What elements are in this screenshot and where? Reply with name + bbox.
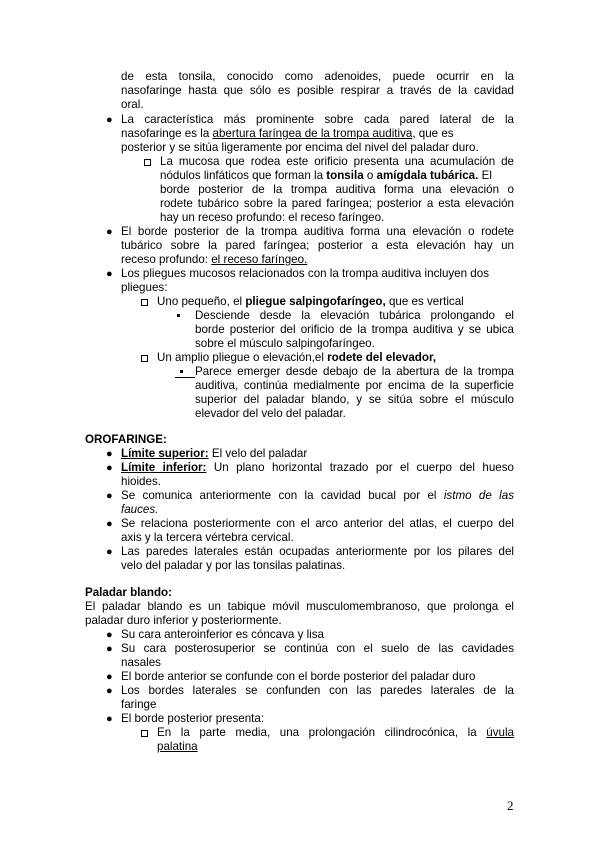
paragraph-line: rodete tubárico sobre la pared faríngea; posterior a esta elevación [160,197,514,210]
bullet-icon: ● [106,713,113,725]
paragraph-line: El borde posterior de la trompa auditiva forma una elevación o rodete [121,225,514,238]
paragraph-line [157,726,514,740]
paragraph-line: Se relaciona posteriormente con el arco anterior del atlas, el cuerpo del [121,517,514,530]
bold-term: amígdala tubárica. [376,169,479,182]
text-run: Se comunica anteriormente con la cavidad bucal por el [121,489,444,502]
underlined-term: úvula [486,726,514,739]
paragraph-line: Los bordes laterales se confunden con las paredes laterales de la [121,684,514,697]
bold-underlined-term: Límite superior: [121,447,209,460]
bullet-icon: ● [106,629,113,641]
paragraph-line [121,127,454,141]
paragraph-line: auditiva, continúa medialmente por encima de la superficie [195,379,514,392]
paragraph-line [160,169,492,183]
bullet-icon: ● [106,114,113,126]
paragraph-line: faringe [121,698,157,711]
paragraph-line [121,489,514,503]
text-run: Un amplio pliegue o elevación,el [157,351,328,364]
paragraph-line: nasofaringe hasta que sólo es posible respirar a través de la cavidad [121,84,514,97]
bullet-icon: ● [106,643,113,655]
underlined-term: abertura faríngea de la trompa auditiva [212,127,413,140]
paragraph-line: Su cara anteroinferior es cóncava y lisa [121,628,324,641]
italic-term: istmo de las [443,489,514,502]
square-bullet-icon [141,730,148,737]
paragraph-line: hioides. [121,475,161,488]
bullet-icon: ● [106,268,113,280]
bold-term: pliegue salpingofaríngeo, [245,295,386,308]
text-run: , que es [412,127,454,140]
bold-term: rodete del elevador, [327,351,437,364]
bullet-icon: ● [106,462,113,474]
bullet-icon: ● [106,671,113,683]
bullet-icon: ● [106,490,113,502]
paragraph-line: El borde anterior se confunde con el borde posterior del paladar duro [121,670,476,683]
paragraph-line: Desciende desde la elevación tubárica prolongando el [195,309,514,322]
paragraph-line: La característica más prominente sobre cada pared lateral de la [121,113,514,126]
paragraph-line [157,351,436,365]
text-run: receso profundo: [121,253,212,266]
paragraph-line: de esta tonsila, conocido como adenoides, puede ocurrir en la [121,70,514,83]
text-run: o [363,169,377,182]
bold-term: tonsila [326,169,364,182]
underlined-term: el receso faríngeo. [211,253,308,266]
paragraph-line: posterior y se sitúa ligeramente por encima del nivel del paladar duro. [121,141,479,154]
bullet-icon: ● [106,226,113,238]
paragraph-line: borde posterior de la trompa auditiva forma una elevación o [160,183,514,196]
page-number: 2 [507,798,514,813]
paragraph-line: La mucosa que rodea este orificio presenta una acumulación de [160,155,514,168]
bullet-icon: ● [106,448,113,460]
text-run: Uno pequeño, el [157,295,246,308]
square-bullet-icon [141,299,148,306]
text-run: En la parte media, una prolongación cilindrocónica, la [157,726,487,739]
paragraph-line: paladar duro inferior y posteriormente. [85,614,282,627]
paragraph-line: Su cara posterosuperior se continúa con el suelo de las cavidades [121,642,514,655]
section-heading: OROFARINGE: [85,433,167,446]
paragraph-line: El borde posterior presenta: [121,712,265,725]
paragraph-line: palatina [157,740,198,753]
paragraph-line: elevador del velo del paladar. [195,407,346,420]
text-run: El velo del paladar [208,447,308,460]
paragraph-line: oral. [121,98,144,111]
small-bullet-icon [177,314,180,317]
paragraph-line: hay un receso profundo: el receso faríngeo. [160,211,385,224]
bold-underlined-term: Límite inferior: [121,461,207,474]
text-run: Un plano horizontal trazado por el cuerpo del hueso [206,461,514,474]
paragraph-line: tubárico sobre la pared faríngea; posterior a esta elevación hay un [121,239,514,252]
paragraph-line: pliegues: [121,281,168,294]
text-run: El [478,169,492,182]
square-bullet-icon [141,355,148,362]
bullet-icon: ● [106,518,113,530]
paragraph-line: borde posterior del orificio de la trompa auditiva y se ubica [195,323,514,336]
paragraph-line: axis y la tercera vértebra cervical. [121,531,294,544]
paragraph-line: superior del paladar blando, y se sitúa sobre el músculo [195,393,514,406]
paragraph-line: El paladar blando es un tabique móvil musculomembranoso, que prolonga el [85,600,514,613]
text-run: nasofaringe es la [121,127,213,140]
small-bullet-icon [180,370,183,373]
paragraph-line: Parece emerger desde debajo de la abertura de la trompa [195,365,514,378]
paragraph-line: velo del paladar y por las tonsilas palatinas. [121,559,346,572]
square-bullet-icon [144,159,151,166]
paragraph-line: Las paredes laterales están ocupadas anteriormente por los pilares del [121,545,514,558]
section-heading: Paladar blando: [85,586,172,599]
bullet-icon: ● [106,546,113,558]
paragraph-line: nasales [121,656,161,669]
paragraph-line [121,447,307,461]
underline-rule [175,377,195,378]
paragraph-line: sobre el músculo salpingofaríngeo. [195,337,375,350]
paragraph-line [121,461,514,475]
text-run: nódulos linfáticos que forman la [160,169,327,182]
paragraph-line [121,253,307,267]
bullet-icon: ● [106,685,113,697]
text-run: que es vertical [385,295,464,308]
paragraph-line [157,295,464,309]
paragraph-line: Los pliegues mucosos relacionados con la trompa auditiva incluyen dos [121,267,489,280]
paragraph-line: fauces. [121,503,159,516]
